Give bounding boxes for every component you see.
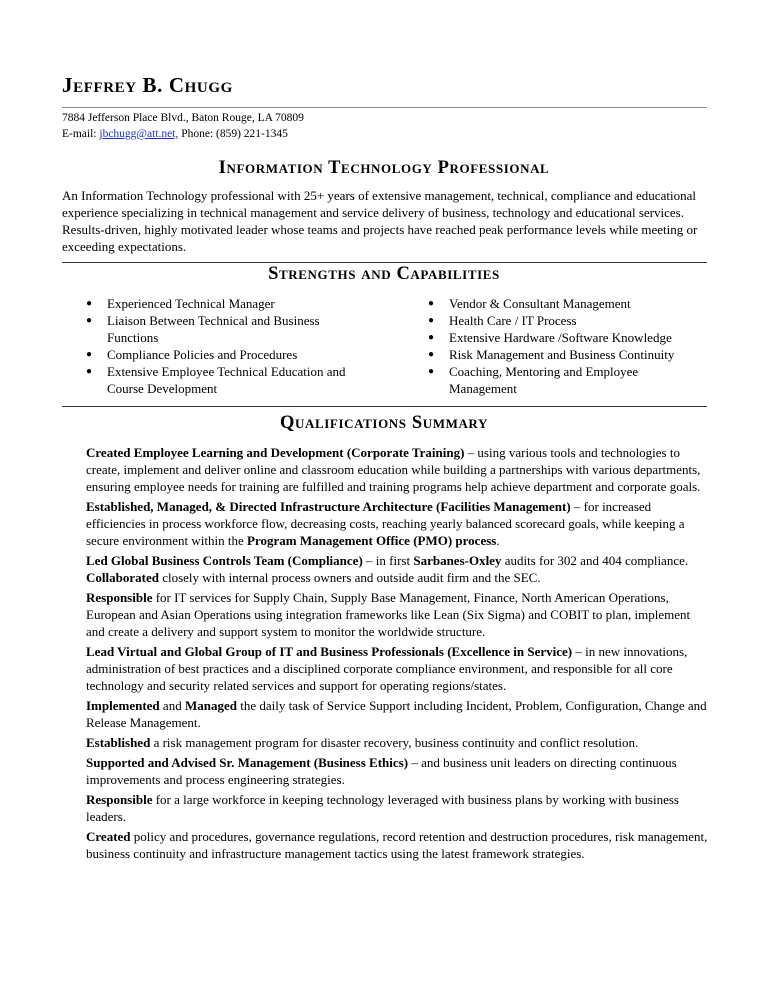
intro-paragraph: An Information Technology professional with 25+ years of extensive management, technical, compliance and educational experience specializing in technical management and service delivery of business, technology and educational services. Results-driven, highly motivated leader whose teams and projects have reached peak performance levels while meeting or exceeding expectations. xyxy=(62,188,698,254)
qualification-text: for a large workforce in keeping technology leveraged with business plans by working with business leaders. xyxy=(86,792,679,824)
email-link[interactable]: jbchugg@att.net, xyxy=(99,128,179,140)
bullet-icon: ● xyxy=(428,298,435,309)
strength-item: ● Coaching, Mentoring and Employee Management xyxy=(428,364,639,396)
section-divider xyxy=(62,262,707,263)
strengths-heading: Strengths and Capabilities xyxy=(268,264,500,284)
strength-item: ● Extensive Hardware /Software Knowledge xyxy=(428,330,672,345)
qualification-emphasis: Collaborated xyxy=(86,570,159,585)
strength-item: ● Vendor & Consultant Management xyxy=(428,296,631,311)
phone-text: Phone: (859) 221-1345 xyxy=(178,128,288,140)
qualification-text: – using various tools and technologies to create, implement and deliver online and classroom education while building a partnerships with various departments, ensuring employee needs for training are fulfilled and training programs help achieve department and corporate goals. xyxy=(86,445,701,494)
qualification-text: . xyxy=(496,533,500,548)
bullet-icon: ● xyxy=(428,315,435,326)
contact-line xyxy=(62,128,288,140)
qualification-text: – and business unit leaders on directing continuous improvements and process engineering strategies. xyxy=(86,755,677,787)
header-divider xyxy=(62,107,707,108)
bullet-icon: ● xyxy=(86,315,93,326)
qualifications-heading: Qualifications Summary xyxy=(280,413,488,433)
strength-item: ● Health Care / IT Process xyxy=(428,313,577,328)
strengths-list-left xyxy=(86,295,346,397)
section-divider xyxy=(62,406,707,407)
strengths-list-right xyxy=(428,295,708,397)
qualifications-list xyxy=(86,444,708,865)
qualification-text: policy and procedures, governance regulations, record retention and destruction procedures, risk management, business continuity and infrastructure management tactics using the latest framework strategies. xyxy=(86,829,708,861)
strength-item: ● Compliance Policies and Procedures xyxy=(86,347,298,362)
strength-item: ● Extensive Employee Technical Education and Course Development xyxy=(86,364,346,396)
email-label: E-mail: xyxy=(62,128,100,140)
qualification-emphasis: Responsible xyxy=(86,792,153,807)
bullet-icon: ● xyxy=(86,349,93,360)
qualification-item xyxy=(86,791,708,825)
qualification-emphasis: Established xyxy=(86,735,151,750)
candidate-name: Jeffrey B. Chugg xyxy=(62,73,233,97)
bullet-icon: ● xyxy=(428,366,435,377)
qualification-text: closely with internal process owners and outside audit firm and the SEC. xyxy=(158,570,541,585)
qualification-emphasis: Program Management Office (PMO) process xyxy=(247,533,497,548)
qualification-emphasis: Established, Managed, & Directed Infrastructure Architecture (Facilities Management) xyxy=(86,499,571,514)
qualification-emphasis: Managed xyxy=(184,698,237,713)
qualification-emphasis: Implemented xyxy=(86,698,160,713)
qualification-text: for IT services for Supply Chain, Supply Base Management, Finance, North American Operations, European and Asian Operations using integration frameworks like Lean (Six Sigma) and COBIT to plan, implement and create a delivery and support system to monitor the worldwide structure. xyxy=(86,590,691,639)
address-line: 7884 Jefferson Place Blvd., Baton Rouge, LA 70809 xyxy=(62,112,304,124)
bullet-icon: ● xyxy=(86,366,93,377)
qualification-emphasis: Created Employee Learning and Development (Corporate Training) xyxy=(86,445,465,460)
qualification-emphasis: Lead Virtual and Global Group of IT and Business Professionals (Excellence in Service) xyxy=(86,644,573,659)
qualification-item xyxy=(86,444,708,495)
bullet-icon: ● xyxy=(428,349,435,360)
qualification-item xyxy=(86,754,708,788)
qualification-emphasis: Created xyxy=(86,829,131,844)
strength-item: ● Risk Management and Business Continuity xyxy=(428,347,675,362)
qualification-emphasis: Supported and Advised Sr. Management (Business Ethics) xyxy=(86,755,409,770)
qualification-item xyxy=(86,552,708,586)
qualification-item xyxy=(86,734,708,751)
qualification-item xyxy=(86,697,708,731)
bullet-icon: ● xyxy=(428,332,435,343)
strength-item: ● Liaison Between Technical and Business Functions xyxy=(86,313,320,345)
qualification-item xyxy=(86,589,708,640)
qualification-text: the daily task of Service Support including Incident, Problem, Configuration, Change and Release Management. xyxy=(86,698,707,730)
qualification-text: – for increased efficiencies in process workforce flow, decreasing costs, reaching yearly balanced scorecard goals, while keeping a secure environment within the xyxy=(86,499,685,548)
qualification-item xyxy=(86,643,708,694)
qualification-emphasis: Responsible xyxy=(86,590,153,605)
qualification-emphasis: Sarbanes-Oxley xyxy=(413,553,502,568)
qualification-item xyxy=(86,498,708,549)
qualification-item xyxy=(86,828,708,862)
qualification-text: a risk management program for disaster recovery, business continuity and conflict resolution. xyxy=(150,735,639,750)
qualification-emphasis: Led Global Business Controls Team (Compliance) xyxy=(86,553,363,568)
qualification-text: audits for 302 and 404 compliance. xyxy=(501,553,689,568)
qualification-text: – in new innovations, administration of best practices and a disciplined corporate compliance environment, and responsible for all core technology and security related services and support for operating regions/states. xyxy=(86,644,688,693)
qualification-text: and xyxy=(159,698,185,713)
profession-title: Information Technology Professional xyxy=(218,158,550,178)
strength-item: ● Experienced Technical Manager xyxy=(86,296,275,311)
bullet-icon: ● xyxy=(86,298,93,309)
qualification-text: – in first xyxy=(362,553,414,568)
